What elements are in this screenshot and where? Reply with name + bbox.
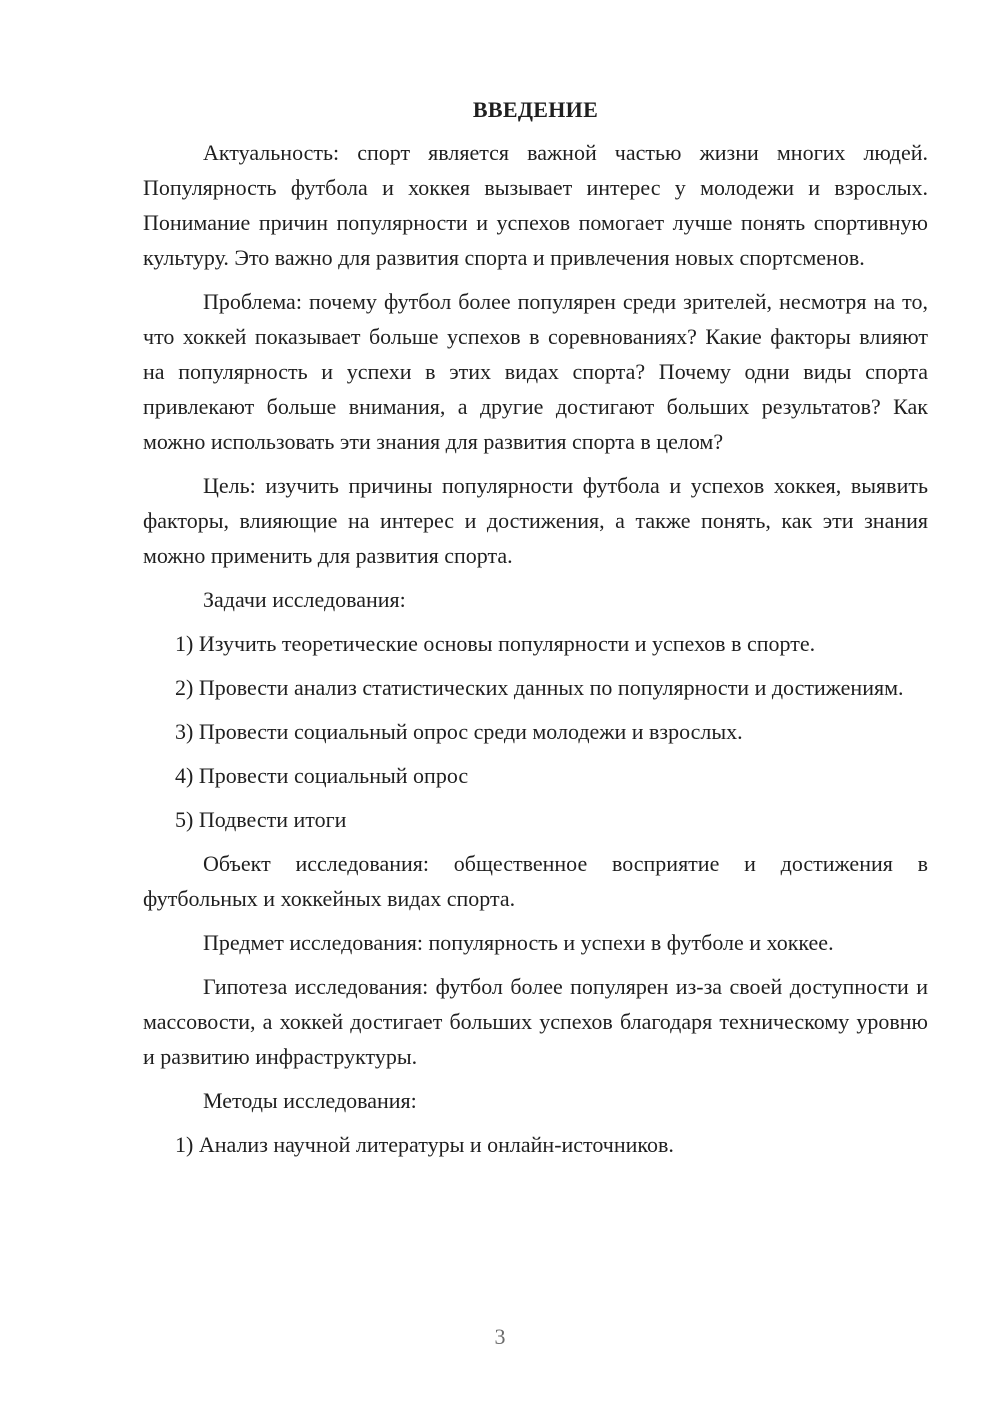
method-item: 1) Анализ научной литературы и онлайн-источников.: [175, 1132, 674, 1157]
paragraph-object: Объект исследования: общественное восприятие и достижения в футбольных и хоккейных видах спорта.: [143, 851, 928, 911]
tasks-title: Задачи исследования:: [203, 587, 406, 612]
paragraph-hypothesis: Гипотеза исследования: футбол более популярен из-за своей доступности и массовости, а хоккей достигает больших успехов благодаря техническому уровню и развитию инфраструктуры.: [143, 974, 928, 1069]
task-item: 5) Подвести итоги: [175, 807, 347, 832]
paragraph-subject: Предмет исследования: популярность и успехи в футболе и хоккее.: [203, 930, 834, 955]
paragraph-problem: Проблема: почему футбол более популярен среди зрителей, несмотря на то, что хоккей показывает больше успехов в соревнованиях? Какие факторы влияют на популярность и успехи в этих видах спорта? Почему одни виды спорта привлекают больше внимания, а другие достигают больших результатов? Как можно использовать эти знания для развития спорта в целом?: [143, 289, 928, 454]
paragraph-relevance: Актуальность: спорт является важной частью жизни многих людей. Популярность футбола и хоккея вызывает интерес у молодежи и взрослых. Понимание причин популярности и успехов помогает лучше понять спортивную культуру. Это важно для развития спорта и привлечения новых спортсменов.: [143, 140, 928, 270]
section-heading: ВВЕДЕНИЕ: [472, 97, 599, 122]
task-item: 4) Провести социальный опрос: [175, 763, 469, 788]
document-page: [143, 93, 928, 1171]
task-item: 2) Провести анализ статистических данных по популярности и достижениям.: [175, 675, 904, 700]
task-item: 3) Провести социальный опрос среди молодежи и взрослых.: [175, 719, 743, 744]
paragraph-goal: Цель: изучить причины популярности футбола и успехов хоккея, выявить факторы, влияющие на интерес и достижения, а также понять, как эти знания можно применить для развития спорта.: [143, 473, 928, 568]
methods-title: Методы исследования:: [203, 1088, 417, 1113]
task-item: 1) Изучить теоретические основы популярности и успехов в спорте.: [175, 631, 816, 656]
page-number: 3: [494, 1324, 506, 1349]
